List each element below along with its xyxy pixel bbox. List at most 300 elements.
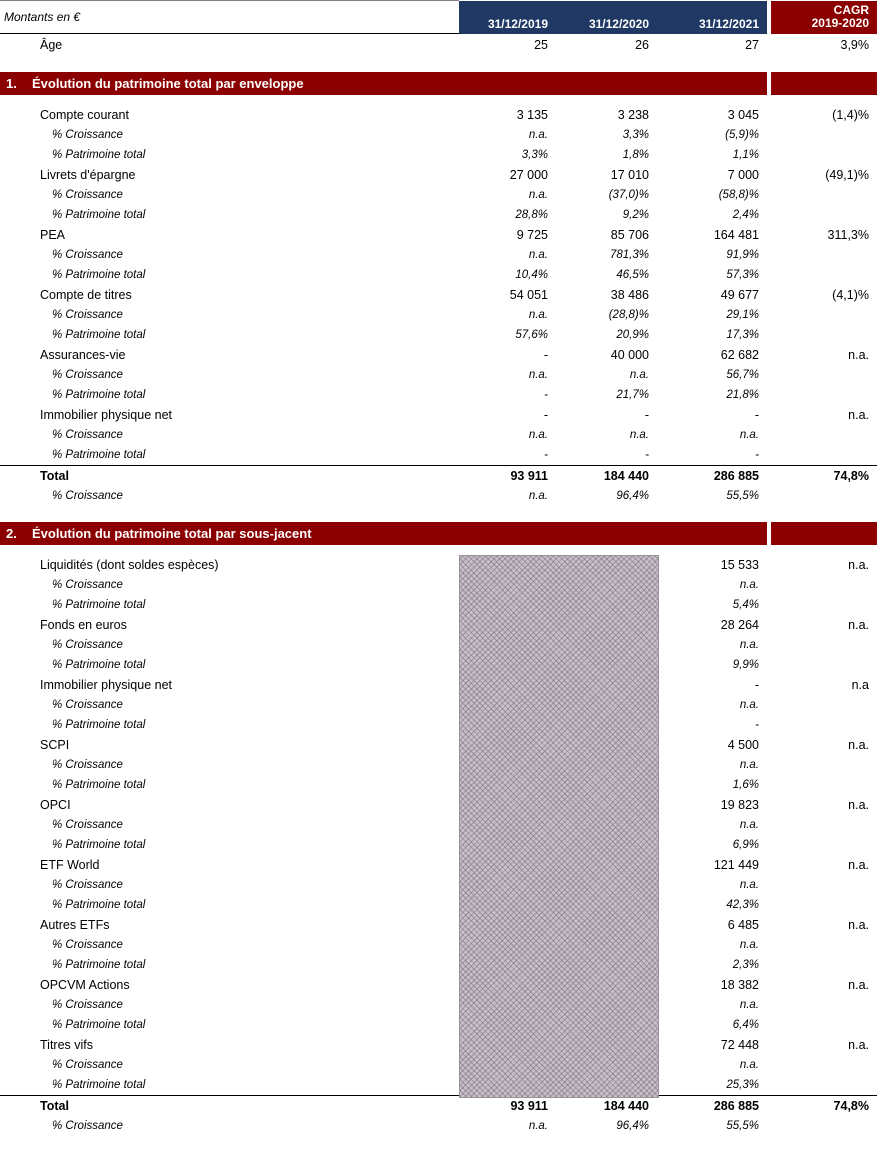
growth-value-2 [556,995,657,1015]
share-value-1: 3,3% [521,149,548,161]
row-value-1 [459,1035,556,1055]
amounts-unit-label: Montants en € [0,1,459,34]
total-growth-value-1: n.a. [528,490,548,502]
share-value-1 [459,1075,556,1096]
growth-cagr [771,305,877,325]
table-row-share [0,595,877,615]
row-value-2 [556,1035,657,1055]
total-value-1: 93 911 [459,466,556,487]
total-growth-value-2: 96,4% [616,490,649,502]
growth-value-2: n.a. [629,369,649,381]
row-value-3: 3 045 [727,108,759,122]
row-cagr: n.a. [848,858,869,872]
growth-label: % Croissance [52,759,123,771]
share-value-1: 28,8% [515,209,548,221]
table-row [0,225,877,245]
table-row-growth [0,875,877,895]
row-value-1 [459,855,556,875]
row-cagr: n.a. [848,558,869,572]
age-cagr: 3,9% [840,37,869,52]
growth-value-3: n.a. [739,939,759,951]
share-value-3: 2,3% [732,959,759,971]
row-label: OPCI [40,798,71,812]
spacer-cell [459,95,556,105]
share-value-2 [556,835,657,855]
growth-value-1: n.a. [528,429,548,441]
share-label: % Patrimoine total [52,389,146,401]
row-value-1: - [543,408,548,422]
row-value-3: 7 000 [727,168,759,182]
table-row-growth [0,245,877,265]
total-growth-value-2: 96,4% [616,1120,649,1132]
growth-label: % Croissance [52,999,123,1011]
section-header-1 [0,72,877,95]
row-value-1 [459,675,556,695]
growth-value-1 [459,575,556,595]
table-row-share [0,715,877,735]
row-value-3: 19 823 [720,798,759,812]
total-value-2: 184 440 [556,1096,657,1117]
share-label: % Patrimoine total [52,839,146,851]
growth-label: % Croissance [52,1059,123,1071]
growth-value-3: 56,7% [726,369,759,381]
growth-label: % Croissance [52,189,123,201]
share-label: % Patrimoine total [52,959,146,971]
section-number: 2. [6,526,17,541]
share-value-3: 21,8% [726,389,759,401]
section-title-text: Évolution du patrimoine total par enveloppe [32,76,304,91]
growth-value-3: n.a. [739,579,759,591]
growth-value-1 [459,1055,556,1075]
total-growth-row [0,1116,877,1136]
share-cagr [771,895,877,915]
share-value-1 [459,655,556,675]
section-band-cagr-cell [771,522,877,545]
row-value-3: 15 533 [720,558,759,572]
spacer-row [0,545,877,555]
growth-value-2: n.a. [629,429,649,441]
growth-cagr [771,125,877,145]
growth-value-1: n.a. [528,309,548,321]
spacer-cell [556,56,657,72]
spacer-cell [657,545,767,555]
row-cagr: n.a. [848,978,869,992]
row-value-1 [459,615,556,635]
table-row-share [0,1015,877,1035]
share-label: % Patrimoine total [52,269,146,281]
growth-value-1 [459,695,556,715]
growth-value-1 [459,815,556,835]
section-title-2 [0,522,459,545]
spacer-row [0,95,877,105]
growth-cagr [771,365,877,385]
table-row-growth [0,695,877,715]
table-row-growth [0,995,877,1015]
row-value-3: - [754,408,759,422]
share-label: % Patrimoine total [52,1079,146,1091]
table-row-share [0,895,877,915]
share-label: % Patrimoine total [52,1019,146,1031]
share-value-1: - [544,449,548,461]
growth-value-1 [459,875,556,895]
share-value-2 [556,655,657,675]
total-label: Total [0,1096,459,1117]
share-value-1 [459,835,556,855]
total-growth-cagr [771,1116,877,1136]
share-value-2 [556,955,657,975]
growth-value-2 [556,1055,657,1075]
share-value-2 [556,715,657,735]
share-cagr [771,955,877,975]
share-value-1 [459,895,556,915]
table-row-growth [0,635,877,655]
row-value-2: 3 238 [617,108,649,122]
age-value-2: 26 [635,37,649,52]
growth-value-1 [459,755,556,775]
row-value-3: 164 481 [713,228,759,242]
row-label: Immobilier physique net [40,408,173,422]
row-cagr: (49,1)% [825,168,869,182]
share-value-3: 5,4% [732,599,759,611]
growth-value-2: (28,8)% [608,309,649,321]
share-label: % Patrimoine total [52,449,146,461]
section-number: 1. [6,76,17,91]
table-row-share [0,445,877,466]
table-row-share [0,265,877,285]
table-row-growth [0,365,877,385]
share-value-3: 25,3% [726,1079,759,1091]
share-value-2 [556,595,657,615]
table-row-growth [0,185,877,205]
share-cagr [771,595,877,615]
row-value-3: 6 485 [727,918,759,932]
table-row-growth [0,935,877,955]
row-cagr: n.a. [848,738,869,752]
row-label: Livrets d'épargne [40,168,136,182]
share-value-2: 9,2% [622,209,649,221]
spacer-cell [0,506,459,522]
table-row-share [0,835,877,855]
total-growth-label: % Croissance [52,1120,123,1132]
spacer-row [0,56,877,72]
row-cagr: n.a. [848,348,869,362]
share-label: % Patrimoine total [52,149,146,161]
share-cagr [771,385,877,405]
table-row [0,915,877,935]
spacer-cell [0,56,459,72]
share-cagr [771,325,877,345]
share-cagr [771,835,877,855]
row-value-3: 4 500 [727,738,759,752]
table-row-share [0,775,877,795]
row-value-2 [556,555,657,575]
row-value-2: 40 000 [610,348,649,362]
row-cagr: (4,1)% [832,288,869,302]
growth-value-1: n.a. [528,129,548,141]
total-growth-value-1: n.a. [528,1120,548,1132]
growth-value-2 [556,875,657,895]
spacer-cell [556,545,657,555]
row-value-2: 85 706 [610,228,649,242]
share-value-3: 42,3% [726,899,759,911]
row-label: Liquidités (dont soldes espèces) [40,558,219,572]
growth-value-3: n.a. [739,429,759,441]
share-value-2 [556,1015,657,1035]
row-value-2 [556,855,657,875]
spacer-cell [657,506,767,522]
spacer-cell [771,506,877,522]
growth-cagr [771,575,877,595]
row-cagr: n.a. [848,408,869,422]
growth-value-2 [556,755,657,775]
table-row [0,1035,877,1055]
growth-value-3: n.a. [739,699,759,711]
growth-cagr [771,185,877,205]
section-title-text: Évolution du patrimoine total par sous-jacent [32,526,312,541]
row-label: PEA [40,228,66,242]
growth-cagr [771,1055,877,1075]
share-label: % Patrimoine total [52,659,146,671]
row-value-3: 18 382 [720,978,759,992]
share-value-2 [556,775,657,795]
row-cagr: (1,4)% [832,108,869,122]
growth-value-2: (37,0)% [608,189,649,201]
growth-cagr [771,995,877,1015]
share-value-3: - [755,449,759,461]
row-value-1: 54 051 [509,288,548,302]
row-value-3: 28 264 [720,618,759,632]
share-value-3: 2,4% [732,209,759,221]
total-value-1: 93 911 [459,1096,556,1117]
share-value-1 [459,1015,556,1035]
growth-value-3: n.a. [739,1059,759,1071]
age-value-3: 27 [745,37,759,52]
share-value-2: 46,5% [616,269,649,281]
table-row-share [0,955,877,975]
row-value-2: 17 010 [610,168,649,182]
growth-label: % Croissance [52,879,123,891]
growth-cagr [771,935,877,955]
age-row [0,34,877,57]
growth-value-3: n.a. [739,639,759,651]
share-label: % Patrimoine total [52,779,146,791]
spacer-cell [657,95,767,105]
section-header-2 [0,522,877,545]
growth-value-3: 29,1% [726,309,759,321]
row-value-1: - [543,348,548,362]
spacer-cell [657,56,767,72]
share-value-1 [459,715,556,735]
row-value-3: 62 682 [720,348,759,362]
total-label: Total [0,466,459,487]
share-value-2: 21,7% [616,389,649,401]
row-value-1 [459,795,556,815]
total-growth-row [0,486,877,506]
row-cagr: n.a. [848,618,869,632]
section-band-cell [657,72,767,95]
share-value-2: 20,9% [616,329,649,341]
share-cagr [771,205,877,225]
growth-label: % Croissance [52,429,123,441]
growth-value-2 [556,695,657,715]
section-title-1 [0,72,459,95]
total-value-2: 184 440 [556,466,657,487]
growth-value-3: n.a. [739,999,759,1011]
total-cagr: 74,8% [771,1096,877,1117]
spacer-cell [459,545,556,555]
table-row-growth [0,815,877,835]
share-value-1: 57,6% [515,329,548,341]
total-growth-value-3: 55,5% [726,490,759,502]
total-value-3: 286 885 [657,1096,767,1117]
row-value-3: - [754,678,759,692]
row-label: Compte de titres [40,288,132,302]
spacer-cell [0,95,459,105]
growth-cagr [771,695,877,715]
growth-label: % Croissance [52,699,123,711]
share-value-1 [459,595,556,615]
growth-value-2: 781,3% [609,249,649,261]
table-row [0,855,877,875]
table-row-growth [0,125,877,145]
share-value-3: 57,3% [726,269,759,281]
column-header-year-2: 31/12/2020 [556,1,657,34]
row-value-1: 3 135 [516,108,548,122]
growth-value-1 [459,935,556,955]
table-row-share [0,385,877,405]
share-label: % Patrimoine total [52,719,146,731]
share-cagr [771,445,877,466]
growth-value-2 [556,575,657,595]
row-value-3: 121 449 [713,858,759,872]
table-row [0,285,877,305]
total-growth-label: % Croissance [52,490,123,502]
share-cagr [771,1015,877,1035]
row-label: Immobilier physique net [40,678,173,692]
growth-cagr [771,875,877,895]
row-label: SCPI [40,738,70,752]
row-label: Assurances-vie [40,348,126,362]
share-value-3: 1,1% [732,149,759,161]
spacer-cell [556,506,657,522]
age-value-1: 25 [534,37,548,52]
row-cagr: n.a. [848,798,869,812]
total-cagr: 74,8% [771,466,877,487]
share-value-2 [556,895,657,915]
table-row-share [0,1075,877,1096]
table-row-growth [0,425,877,445]
row-cagr: 311,3% [827,228,869,242]
share-cagr [771,715,877,735]
table-row [0,975,877,995]
table-row [0,795,877,815]
total-value-3: 286 885 [657,466,767,487]
share-value-1 [459,955,556,975]
spacer-cell [0,545,459,555]
row-label: ETF World [40,858,100,872]
share-label: % Patrimoine total [52,209,146,221]
total-growth-cagr [771,486,877,506]
share-value-2: - [645,449,649,461]
share-cagr [771,145,877,165]
share-value-3: - [755,719,759,731]
share-value-3: 1,6% [732,779,759,791]
growth-value-3: n.a. [739,759,759,771]
growth-value-3: n.a. [739,879,759,891]
spacer-cell [459,56,556,72]
growth-label: % Croissance [52,249,123,261]
row-value-1: 9 725 [516,228,548,242]
total-row [0,466,877,487]
share-cagr [771,655,877,675]
growth-value-1 [459,635,556,655]
row-value-2 [556,915,657,935]
share-value-3: 17,3% [726,329,759,341]
share-value-3: 6,9% [732,839,759,851]
growth-value-3: (58,8)% [718,189,759,201]
row-label: Autres ETFs [40,918,110,932]
section-band-cell [459,72,556,95]
row-value-2 [556,975,657,995]
growth-value-2 [556,635,657,655]
table-row-growth [0,575,877,595]
share-value-1: - [544,389,548,401]
growth-cagr [771,635,877,655]
column-header-year-1: 31/12/2019 [459,1,556,34]
table-row-share [0,655,877,675]
growth-value-1: n.a. [528,369,548,381]
row-value-3: 72 448 [720,1038,759,1052]
share-value-1 [459,775,556,795]
row-value-2: - [644,408,649,422]
share-value-3: 9,9% [732,659,759,671]
row-value-2: 38 486 [610,288,649,302]
total-row [0,1096,877,1117]
growth-value-3: 91,9% [726,249,759,261]
share-cagr [771,265,877,285]
row-value-2 [556,615,657,635]
growth-cagr [771,755,877,775]
column-header-year-3: 31/12/2021 [657,1,767,34]
section-band-cell [556,72,657,95]
table-row-share [0,205,877,225]
table-row-growth [0,1055,877,1075]
growth-cagr [771,245,877,265]
growth-value-1 [459,995,556,1015]
row-label: Fonds en euros [40,618,127,632]
table-row [0,675,877,695]
row-label: Compte courant [40,108,129,122]
row-cagr: n.a. [848,918,869,932]
row-value-1 [459,735,556,755]
share-label: % Patrimoine total [52,329,146,341]
row-cagr: n.a [851,678,869,692]
spacer-cell [459,506,556,522]
growth-label: % Croissance [52,819,123,831]
growth-label: % Croissance [52,129,123,141]
row-value-2 [556,735,657,755]
table-row [0,345,877,365]
row-value-3: 49 677 [720,288,759,302]
row-label: OPCVM Actions [40,978,130,992]
row-cagr: n.a. [848,1038,869,1052]
table-row-share [0,145,877,165]
section-band-cell [657,522,767,545]
growth-label: % Croissance [52,939,123,951]
spacer-cell [771,95,877,105]
table-row [0,105,877,125]
growth-cagr [771,425,877,445]
